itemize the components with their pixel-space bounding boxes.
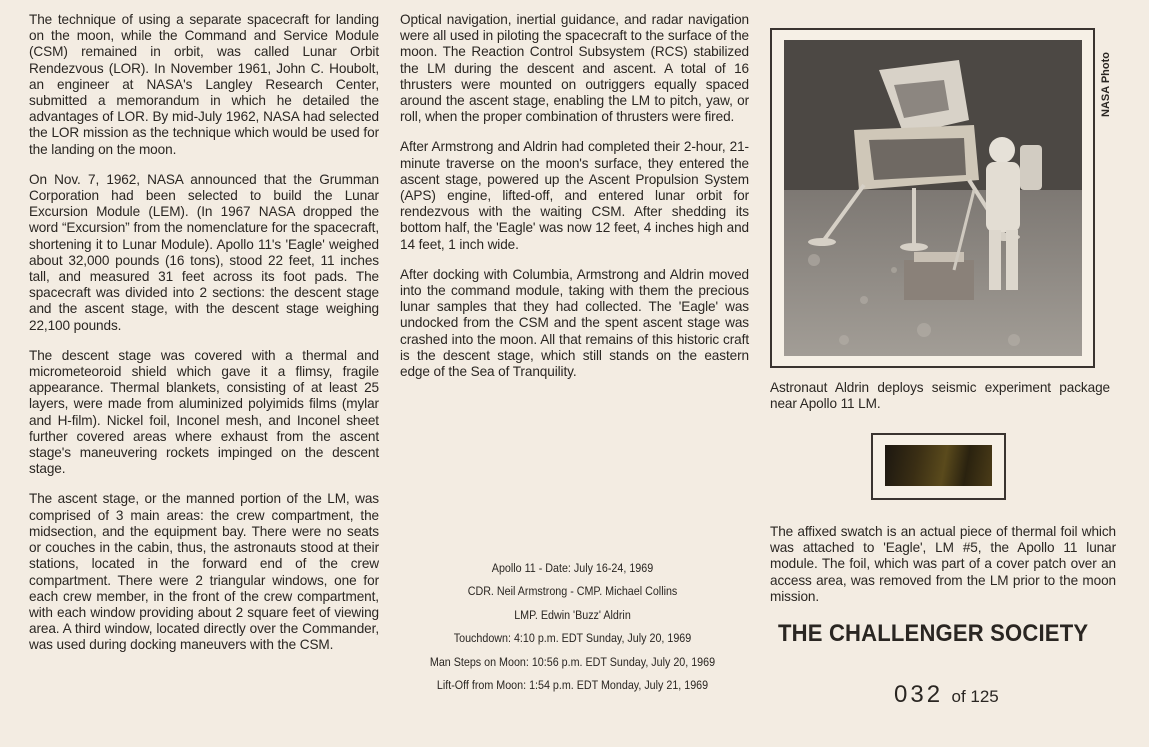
mission-moon-steps: Man Steps on Moon: 10:56 p.m. EDT Sunday, July 20, 1969 <box>429 654 716 669</box>
foil-swatch-frame <box>871 433 1006 500</box>
mission-crew-cdr-cmp: CDR. Neil Armstrong - CMP. Michael Collins <box>467 584 678 599</box>
photo-frame <box>770 28 1095 368</box>
edition-total: of 125 <box>951 687 999 706</box>
mission-crew-lmp: LMP. Edwin 'Buzz' Aldrin <box>514 607 631 622</box>
lunar-module-illustration <box>784 40 1082 356</box>
photo-caption: Astronaut Aldrin deploys seismic experiment package near Apollo 11 LM. <box>770 380 1110 412</box>
paragraph-docking: After docking with Columbia, Armstrong and Aldrin moved into the command module, taking with them the precious lunar samples that they had collected. The 'Eagle' was undocked from the CSM and the spent ascent stage was crashed into the moon. All that remains of this historic craft is the descent stage, which still stands on the eastern edge of the Sea of Tranquility. <box>400 266 749 380</box>
paragraph-lor: The technique of using a separate spacecraft for landing on the moon, while the Command and Service Module (CSM) remained in orbit, was called Lunar Orbit Rendezvous (LOR). In November 1961, John C. Houbolt, an engineer at NASA's Langley Research Center, submitted a memorandum in which he detailed the advantages of LOR. By mid-July 1962, NASA had selected the LOR mission as the technique which would be used for the landing on the moon. <box>29 12 379 157</box>
mission-dates: Apollo 11 - Date: July 16-24, 1969 <box>491 561 654 575</box>
text-column-middle <box>400 12 749 394</box>
mission-details <box>405 557 740 697</box>
paragraph-grumman: On Nov. 7, 1962, NASA announced that the Grumman Corporation had been selected to build the Lunar Excursion Module (LEM). (In 1967 NASA dropped the word “Excursion” from the nomenclature for the spacecraft, shortening it to Lunar Module). Apollo 11's 'Eagle' weighed about 32,000 pounds (16 tons), stood 22 feet, 11 inches tall, and measured 31 feet across its foot pads. The spacecraft was divided into 2 sections: the descent stage and the ascent stage, with the descent stage weighing 22,100 pounds. <box>29 171 379 333</box>
edition-serial: 032 <box>894 681 944 708</box>
paragraph-descent-stage: The descent stage was covered with a thermal and micrometeoroid shield which gave it a flimsy, fragile appearance. Thermal blankets, consisting of at least 25 layers, were made from aluminized polyimids films (mylar and H-film). Nickel foil, Inconel mesh, and Inconel sheet further covered areas where exhaust from the ascent stage's maneuvering rockets impinged on the descent stage. <box>29 347 379 477</box>
photo-credit: NASA Photo <box>1100 52 1112 117</box>
lunar-photo <box>784 40 1082 356</box>
swatch-description: The affixed swatch is an actual piece of thermal foil which was attached to 'Eagle', LM #5, the Apollo 11 lunar module. The foil, which was part of a cover patch over an access area, was removed from the LM prior to the moon mission. <box>770 524 1116 604</box>
paragraph-ascent-stage: The ascent stage, or the manned portion of the LM, was comprised of 3 main areas: the crew compartment, the midsection, and the equipment bay. There were no seats or couches in the cabin, thus, the astronauts stood at their stations, located in the forward end of the crew compartment. There were 2 triangular windows, one for each crew member, in the front of the crew compartment, with each window providing about 2 square feet of viewing area. A third window, located directly over the Commander, was used during docking maneuvers with the CSM. <box>29 491 379 653</box>
photo-column-right <box>770 0 1116 747</box>
society-title: THE CHALLENGER SOCIETY <box>778 620 1089 647</box>
mission-touchdown: Touchdown: 4:10 p.m. EDT Sunday, July 20, 1969 <box>453 631 692 646</box>
text-column-left <box>29 12 379 668</box>
paragraph-traverse: After Armstrong and Aldrin had completed their 2-hour, 21-minute traverse on the moon's surface, they entered the ascent stage, powered up the Ascent Propulsion System (APS) engine, lifted-off, and entered lunar orbit for rendezvous with the waiting CSM. After shedding its bottom half, the 'Eagle' was now 12 feet, 4 inches high and 14 feet, 1 inch wide. <box>400 139 749 252</box>
mission-liftoff: Lift-Off from Moon: 1:54 p.m. EDT Monday, July 21, 1969 <box>436 678 709 693</box>
paragraph-navigation: Optical navigation, inertial guidance, and radar navigation were all used in piloting the spacecraft to the surface of the moon. The Reaction Control Subsystem (RCS) stabilized the LM during the descent and ascent. A total of 16 thrusters were mounted on outriggers equally spaced around the ascent stage, enabling the LM to pitch, yaw, or roll, when the proper combination of thrusters were fired. <box>400 12 749 125</box>
edition-number <box>894 681 999 709</box>
thermal-foil-swatch <box>885 445 992 486</box>
